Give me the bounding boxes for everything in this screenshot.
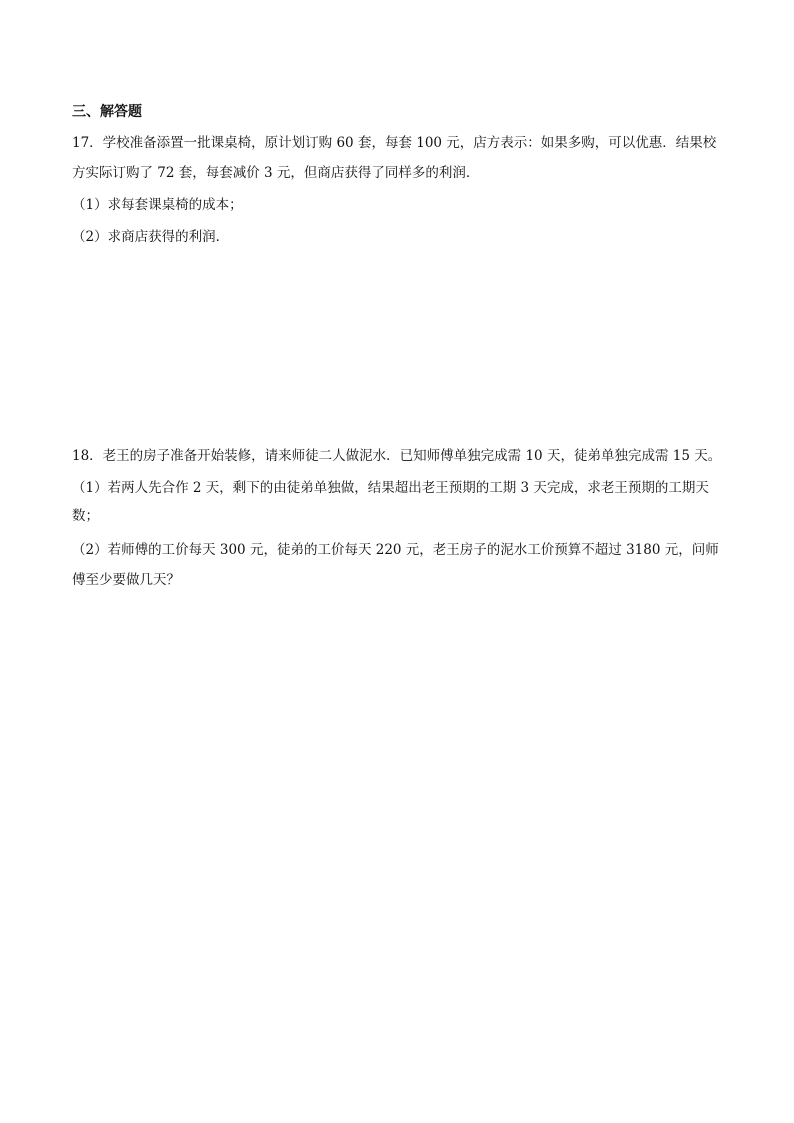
question-17-part-2: （2）求商店获得的利润． (72, 229, 230, 245)
question-17-part-1: （1）求每套课桌椅的成本； (72, 197, 243, 213)
section-title: 三、解答题 (72, 104, 142, 120)
question-18-part-1-line-1: （1）若两人先合作 2 天，剩下的由徒弟单独做，结果超出老王预期的工期 3 天完成，求老王预期的工期天 (72, 480, 709, 496)
question-17-text-line-2: 方实际订购了 72 套，每套减价 3 元，但商店获得了同样多的利润． (72, 165, 480, 181)
question-18-part-2-line-2: 傅至少要做几天？ (72, 572, 180, 588)
question-18-part-2-line-1: （2）若师傅的工价每天 300 元，徒弟的工价每天 220 元，老王房子的泥水工价预算不超过 3180 元，问师 (72, 542, 719, 558)
question-18-text-line-1: 18．老王的房子准备开始装修，请来师徒二人做泥水．已知师傅单独完成需 10 天，徒弟单独完成需 15 天。 (72, 448, 722, 464)
question-17-text-line-1: 17．学校准备添置一批课桌椅，原计划订购 60 套，每套 100 元，店方表示：如果多购，可以优惠．结果校 (72, 135, 717, 151)
question-18-part-1-line-2: 数； (72, 508, 99, 524)
